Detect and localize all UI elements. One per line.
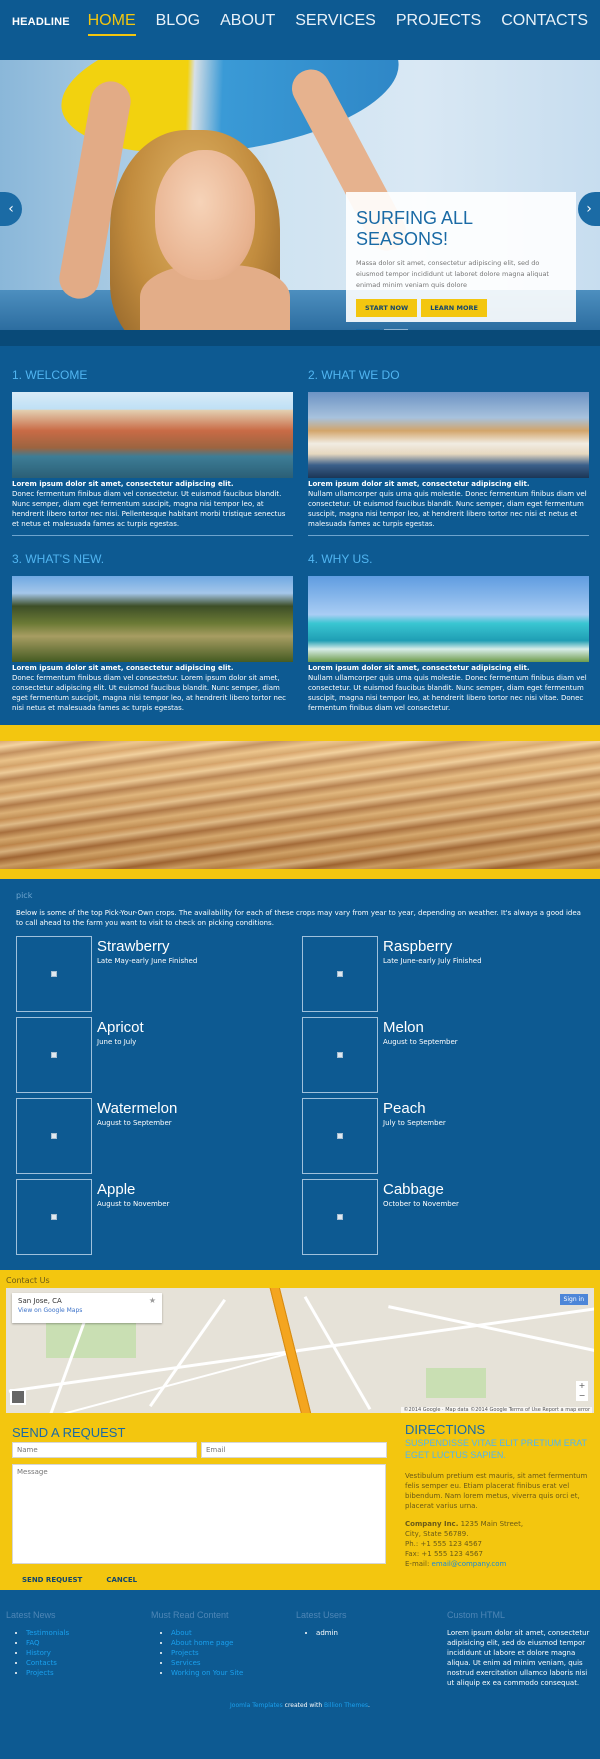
feature-welcome: [12, 364, 293, 536]
feature-image-sydney: [308, 392, 589, 478]
directions-text: Vestibulum pretium est mauris, sit amet fermentum felis semper eu. Etiam placerat finibus erat vel bibendum. Nam lorem metus, viverra quis orci et, placerat varius urna.: [405, 1472, 588, 1510]
star-icon[interactable]: ★: [148, 1296, 156, 1305]
crop-item: [16, 936, 302, 1017]
feature-text: Nullam ullamcorper quis urna quis molestie. Donec fermentum finibus diam vel consectetur. Ut euismod faucibus blandit. Nunc semper, diam eget fermentum suscipit, magna nisi tempor leo, at hendrerit libero tortor nec nisi vitae. Donec fermentum finibus diam vel consectetur.: [308, 674, 587, 712]
footer-latest-users: [296, 1610, 441, 1688]
contact-section: [0, 1270, 600, 1590]
company-name: Company Inc.: [405, 1520, 459, 1528]
hero-slider: [0, 60, 600, 330]
broken-image-icon: [51, 1214, 57, 1220]
request-area: [6, 1413, 594, 1590]
footer-heading: Latest Users: [296, 1610, 347, 1620]
crop-name[interactable]: Apricot: [97, 1019, 144, 1036]
footer-link[interactable]: Projects: [171, 1649, 199, 1657]
map-park: [426, 1368, 486, 1398]
chevron-right-icon: ›: [586, 201, 592, 217]
directions: [405, 1422, 588, 1584]
crop-name[interactable]: Peach: [383, 1100, 426, 1117]
map-sign-in-button[interactable]: Sign in: [560, 1294, 588, 1305]
footer-link[interactable]: FAQ: [26, 1639, 40, 1647]
broken-image-icon: [337, 1052, 343, 1058]
map-place-name: San Jose, CA: [18, 1297, 62, 1305]
footer-html-text: Lorem ipsum dolor sit amet, consectetur adipisicing elit, sed do eiusmod tempor incididunt ut labore et dolore magna aliqua. Ut enim ad minim veniam, quis nostrud exercitation ullamco laboris nisi ut aliquip ex ea commodo consequat.: [447, 1629, 590, 1687]
crop-image[interactable]: [302, 1017, 378, 1093]
request-title: SEND A REQUEST: [12, 1425, 126, 1440]
sand-banner: [0, 725, 600, 879]
email-input[interactable]: [201, 1442, 387, 1458]
feature-image-venice: [12, 392, 293, 478]
footer-heading: Must Read Content: [151, 1610, 229, 1620]
footer-link[interactable]: Services: [171, 1659, 201, 1667]
start-now-button[interactable]: START NOW: [356, 299, 417, 317]
feature-divider: [308, 535, 589, 536]
crop-image[interactable]: [302, 1098, 378, 1174]
crop-grid: [16, 936, 584, 1260]
crop-season: Late May-early June Finished: [97, 957, 198, 965]
nav-blog[interactable]: BLOG: [155, 12, 201, 29]
crop-item: [302, 936, 588, 1017]
feature-lead: Lorem ipsum dolor sit amet, consectetur adipiscing elit.: [308, 664, 530, 672]
footer-must-read: [151, 1610, 296, 1688]
feature-title[interactable]: 4. WHY US.: [308, 552, 373, 566]
feature-why-us: [308, 548, 589, 713]
cancel-button[interactable]: CANCEL: [106, 1576, 138, 1584]
slider-prev-button[interactable]: [0, 192, 22, 226]
nav-about[interactable]: ABOUT: [220, 12, 276, 29]
features-grid: [0, 346, 600, 725]
view-on-google-maps-link[interactable]: View on Google Maps: [18, 1307, 83, 1314]
crop-season: August to November: [97, 1200, 170, 1208]
slider-dot-2[interactable]: [384, 329, 408, 330]
crop-item: [16, 1179, 302, 1260]
company-city: City, State 56789.: [405, 1530, 469, 1538]
footer-credits: [0, 1702, 600, 1759]
map-place-card: [12, 1293, 162, 1323]
map-road: [304, 1296, 372, 1410]
crop-item: [302, 1179, 588, 1260]
feature-text: Nullam ullamcorper quis urna quis molestie. Donec fermentum finibus diam vel consectetur. Ut euismod faucibus blandit. Nunc semper, diam eget fermentum suscipit, magna nisi tempor leo, at hendrerit libero tortor nec nisi et netus et malesuada fames ac turpis egestas.: [308, 490, 587, 528]
map-attribution: ©2014 Google · Map data ©2014 Google Terms of Use Report a map error: [403, 1407, 590, 1413]
feature-title[interactable]: 3. WHAT'S NEW.: [12, 552, 105, 566]
footer-link[interactable]: History: [26, 1649, 51, 1657]
directions-subtitle: SUSPENDISSE VITAE ELIT PRETIUM ERAT EGET LUCTUS SAPIEN.: [405, 1438, 587, 1460]
feature-title[interactable]: 1. WELCOME: [12, 368, 88, 382]
feature-lead: Lorem ipsum dolor sit amet, consectetur adipiscing elit.: [12, 664, 234, 672]
sand-overlay: [0, 741, 600, 869]
crop-season: August to September: [383, 1038, 458, 1046]
hero-text: Massa dolor sit amet, consectetur adipiscing elit, sed do eiusmod tempor incididunt ut laboret dolore magna aliquat enimad minim veniam quis dolore: [356, 259, 549, 289]
crop-name[interactable]: Melon: [383, 1019, 424, 1036]
crop-image[interactable]: [16, 936, 92, 1012]
nav-home[interactable]: HOME: [88, 12, 136, 36]
footer-heading: Custom HTML: [447, 1610, 506, 1620]
credit-end: .: [368, 1702, 370, 1709]
learn-more-button[interactable]: LEARN MORE: [421, 299, 487, 317]
crop-item: [302, 1017, 588, 1098]
footer-link[interactable]: Contacts: [26, 1659, 57, 1667]
feature-text: Donec fermentum finibus diam vel consectetur. Lorem ipsum dolor sit amet, consectetur adipiscing elit. Ut euismod faucibus blandit. Nunc semper, diam eget fermentum suscipit, magna nisi tempor leo, at hendrerit libero tortor nec nisi netus et malesuada fames ac turpis egestas.: [12, 674, 287, 712]
nav-projects[interactable]: PROJECTS: [395, 12, 482, 29]
crop-season: August to September: [97, 1119, 172, 1127]
crop-season: Late June-early July Finished: [383, 957, 482, 965]
crop-image[interactable]: [302, 936, 378, 1012]
zoom-out-icon[interactable]: −: [578, 1391, 586, 1400]
billion-themes-link[interactable]: Billion Themes: [324, 1702, 369, 1709]
crop-season: October to November: [383, 1200, 459, 1208]
broken-image-icon: [51, 1052, 57, 1058]
slider-pagination: [356, 329, 566, 330]
google-map[interactable]: [6, 1288, 594, 1413]
footer-heading: Latest News: [6, 1610, 56, 1620]
crop-name[interactable]: Watermelon: [97, 1100, 178, 1117]
crop-image[interactable]: [302, 1179, 378, 1255]
feature-text: Donec fermentum finibus diam vel consectetur. Ut euismod faucibus blandit. Nunc semper, diam eget fermentum suscipit, magna nisi tempor leo, at hendrerit libero tortor nec nisi. Pellentesque habitant morbi tristique senectus et netus et malesuada fames ac turpis egestas.: [12, 490, 286, 528]
crop-image[interactable]: [16, 1098, 92, 1174]
hero-title: SURFING ALL SEASONS!: [356, 208, 473, 249]
crop-item: [16, 1017, 302, 1098]
crop-image[interactable]: [16, 1017, 92, 1093]
pick-title: pick: [16, 891, 33, 900]
footer-link[interactable]: Working on Your Site: [171, 1669, 244, 1677]
hero-bottom-strip: [0, 330, 600, 346]
map-park: [46, 1318, 136, 1358]
slider-dot-1[interactable]: [356, 329, 380, 330]
broken-image-icon: [337, 1133, 343, 1139]
feature-divider: [12, 535, 293, 536]
crop-season: June to July: [97, 1038, 137, 1046]
pick-intro: Below is some of the top Pick-Your-Own crops. The availability for each of these crops may vary from year to year, depending on weather. It's always a good idea to call ahead to the farm you want to visit to check on picking conditions.: [16, 909, 581, 927]
street-view-icon[interactable]: [10, 1389, 26, 1405]
broken-image-icon: [51, 971, 57, 977]
contact-title: Contact Us: [6, 1276, 50, 1285]
zoom-in-icon[interactable]: +: [578, 1381, 586, 1390]
company-fax: Fax: +1 555 123 4567: [405, 1550, 483, 1558]
company-phone: Ph.: +1 555 123 4567: [405, 1540, 482, 1548]
crop-name[interactable]: Cabbage: [383, 1181, 444, 1198]
map-zoom-control: [576, 1381, 588, 1401]
chevron-left-icon: ‹: [8, 201, 14, 217]
directions-title: DIRECTIONS: [405, 1422, 486, 1437]
company-address: 1235 Main Street,: [460, 1520, 524, 1528]
footer-link[interactable]: Projects: [26, 1669, 54, 1677]
feature-image-machu-picchu: [12, 576, 293, 662]
crop-name[interactable]: Strawberry: [97, 938, 170, 955]
footer-link[interactable]: About: [171, 1629, 192, 1637]
company-email-link[interactable]: email@company.com: [431, 1560, 507, 1568]
name-input[interactable]: [12, 1442, 197, 1458]
site-footer: [0, 1590, 600, 1688]
feature-title[interactable]: 2. WHAT WE DO: [308, 368, 400, 382]
broken-image-icon: [51, 1133, 57, 1139]
feature-what-we-do: [308, 364, 589, 536]
footer-custom-html: [447, 1610, 594, 1688]
hero-face: [155, 150, 255, 280]
hero-caption: [346, 192, 576, 322]
crop-item: [16, 1098, 302, 1179]
site-header: [0, 0, 600, 60]
crop-item: [302, 1098, 588, 1179]
email-label: E-mail:: [405, 1560, 430, 1568]
feature-lead: Lorem ipsum dolor sit amet, consectetur adipiscing elit.: [308, 480, 530, 488]
request-form: [12, 1425, 387, 1584]
pick-section: [0, 879, 600, 1260]
feature-image-beach: [308, 576, 589, 662]
feature-whats-new: [12, 548, 293, 713]
broken-image-icon: [337, 971, 343, 977]
joomla-templates-link[interactable]: Joomla Templates: [230, 1702, 283, 1709]
crop-season: July to September: [383, 1119, 446, 1127]
slider-next-button[interactable]: [578, 192, 600, 226]
nav-contacts[interactable]: CONTACTS: [501, 12, 588, 29]
site-logo[interactable]: HEADLINE: [12, 16, 70, 28]
send-request-button[interactable]: SEND REQUEST: [22, 1576, 83, 1584]
credit-text: created with: [282, 1702, 325, 1709]
footer-latest-news: [6, 1610, 151, 1688]
footer-link[interactable]: Testimonials: [26, 1629, 70, 1637]
message-textarea[interactable]: [12, 1464, 386, 1564]
crop-name[interactable]: Apple: [97, 1181, 136, 1198]
broken-image-icon: [337, 1214, 343, 1220]
crop-name[interactable]: Raspberry: [383, 938, 453, 955]
footer-user[interactable]: admin: [316, 1629, 338, 1637]
footer-link[interactable]: About home page: [171, 1639, 234, 1647]
nav-services[interactable]: SERVICES: [295, 12, 376, 29]
main-nav: [88, 12, 588, 36]
crop-image[interactable]: [16, 1179, 92, 1255]
feature-lead: Lorem ipsum dolor sit amet, consectetur adipiscing elit.: [12, 480, 234, 488]
